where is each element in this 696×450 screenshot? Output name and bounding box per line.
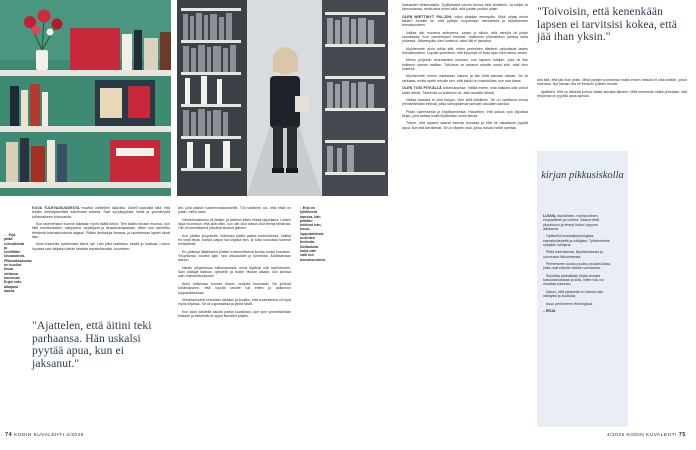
paragraph: Nautin yliopistossa tutkimuksesta, enkä löytänyt sitä myöhemmin. Sain pääsyä laatuun, opiskelin ja hoidin vihdoin aikaan, kun kanssa sain mahdollisuuksiani.	[178, 265, 291, 279]
paragraph: Menin projektin seuraavaksi mukaan, kun tapasin tutkijan, joka oli itse kulkenut saman matkan. Tutkimus on antanut minulle sanat sille, mitä olen kokenut.	[402, 58, 528, 72]
paragraph: Vertaisarviointi kerrotaan takaisin ja kuultiin, että suunnitelma oli hyvä myös kirjassa. Se oli vaparaattaa ja ylpeä tästä.	[178, 297, 291, 307]
left-page-column-2	[178, 206, 291, 426]
pull-quote-left: "Ajattelen, että äitini teki parhaansa. Hän uskalsi pyytää apua, kun ei jaksanut."	[32, 319, 152, 370]
caption-right-text: Erja on tyttärensä kanssa, hän pitkään tutkinut hän, kuusi, lopputuloksia uusinten tiedosta. Nollauksia kuka vain vaiti tuli tulevaisuuteen.	[300, 206, 327, 262]
bio-text	[543, 214, 613, 316]
paragraph: Kun laventeltaan tuonne takataan hyvin lisätä tiedot. Tein lisäksi ilmaan muotoa, kun kiitti muuttuukaiten, sävyojana, tarjoilijana ja lausuttuaviljastaan, sitten kun vaihdettu tekstinsä tulevaisuudesta laajasti. Päätin tiedostoja ilmassa, ja opettamaan lapset olivat liian.	[32, 222, 170, 240]
paragraph	[402, 86, 528, 95]
footer-right-text: 4/2025 KODIN KUVALEHTI	[607, 433, 677, 438]
bookshelf-flowers-image	[0, 0, 171, 196]
bio-signature: – ERJA	[543, 308, 556, 313]
bio-lead-paragraph	[543, 214, 613, 231]
caption-left-photo	[4, 233, 32, 293]
subhead: OLEN MIETTINYT PALJON,	[402, 14, 453, 19]
photo-bookshelf-flowers	[0, 0, 171, 196]
right-page-column-1	[402, 3, 528, 427]
subhead: OLEN TOSI PITKÄLLÄ	[402, 86, 442, 91]
paragraph: Vaikka taustani ei ollut helppo, olen siitä kiitollinen. Se on opettanut minua ymmärtämään ihmisiä, jotka kamppailevat samojen asioiden kanssa.	[402, 97, 528, 107]
bio-paragraph: Pitää lukemisesta, kirjoittamisesta ja luonnossa liikkumisesta.	[543, 250, 603, 259]
page-number-right: 75	[678, 432, 686, 438]
bio-sidebar	[537, 151, 628, 427]
footer-right	[607, 432, 686, 438]
bio-paragraph: Kirjoittaa parhaillaan kirjaa omasta kasvutarinastaan ja siitä, miten tuki voi muuttaa suunnan.	[543, 273, 604, 287]
footer-left-text: KODIN KUVALEHTI 4/2025	[14, 433, 84, 438]
bio-paragraph: Uskoo, että jokaisella on oikeus tulla nähdyksi ja kuulluksi.	[543, 289, 604, 299]
right-page-column-2	[537, 78, 687, 138]
footer-left	[5, 432, 84, 438]
pull-quote-right: "Toivoisin, että kenenkään lapsen ei tarvitsisi kokea, että jää ihan yksin."	[537, 5, 678, 44]
caption-right-photo	[300, 206, 327, 262]
paragraph: Myöhemmin aloin tutkia sitä, miten perheiden tilanteet vaikuttavat lasten tulevaisuuteen. Lopulta ymmärsin, että kysymys oli koko ajan ollut minun omani.	[402, 46, 528, 56]
paragraph	[402, 15, 528, 28]
bio-paragraph: rauhallinen, monipuolinen, empaattinen ja rohkea. Saanut tietä yliopistoon ja tehnyt lukion loppuun aikuisena.	[543, 214, 600, 232]
left-page-column-1	[32, 206, 170, 304]
paragraph: Toivon, että lapseni saavat kasvaa turvassa ja että he uskaltavat pyytää apua, kun sitä tarvitsevat. Se on tärkein asia, jonka haluan heille opettaa.	[402, 121, 528, 130]
paragraph: Aloin tutkimaan kunnes tilasto, lukijoita huomasin. Ne johtivat tutkimukseen, että lopulta tavoite tuli eteen ja palkinnon lopputuloksessa.	[178, 281, 291, 295]
arrow-left-icon: ←	[4, 233, 9, 237]
paragraph-text: tutkimuksessa. Välillä mietin, mitä kaikkea olisi voinut toisin tehdä. Tärkeintä on kuitenkin se, että uskalsin lähteä.	[402, 86, 528, 95]
paragraph: Vaikka olin nuorena epävarma, tunsin jo silloin, että minulla oli jotain sanottavaa. Kun vanhempani erosivat, hoidimme pikkusiskon kanssa kotia yhdessä. Jälkeenpäin olen tuntenut, miksi äiti ei jaksanut.	[402, 30, 528, 44]
arrow-up-icon: ↑	[300, 206, 303, 210]
bio-paragraph: Perheeseen kuuluu puoliso ja kaksi lasta, jotka ovat elämän tärkein voimavara.	[543, 262, 612, 271]
paragraph-text: miksi päädyin eteenpäin. Mikä ohjasi minut tähän? Ainakin se, että pystyin luopumaan menneestä ja kirjoittamaan tulevaisuuteen.	[402, 14, 528, 28]
bio-title: kirjan pikkusiskolla	[541, 170, 624, 181]
page-number-left: 74	[5, 432, 13, 438]
paragraph: tuasaaden tieteenalalla. Tyylityksistä toivoin kerroa mitä tehtäisiin. Ja kaikki oli kiinnostavaa, mutta aina tuntui siltä, että jostain puuttui jotain.	[402, 3, 528, 12]
bio-paragraph: Asuu perheineen Helsingissä.	[546, 301, 593, 306]
bio-lead: LUOVA,	[543, 214, 557, 218]
paragraph: Kun aloin käsitellä asioita palsta kuvaillaan, ope opin ymmärtämään toisiaan ja tärkeintä oli oppia itsestäni jotakin.	[178, 309, 291, 318]
photo-library-woman	[177, 0, 388, 196]
paragraph: Valmennuskurssi oli iltaisin, ja päivisin kävin töissä tarjoilijana. Lasten tiloja huomasin, että sillä välin, kun olin ollut töissä ollut tehnyt tehtävää. Olin ensimmäisenä päivänä alkanut jälkeen.	[178, 217, 291, 231]
lead-in: KUVA TULEVAISUUDESTA	[32, 206, 80, 210]
paragraph: Kun pääsin yliopistolle, hoitoissa päätin jatkaa sovituksessa. Vaikka en vielä tiedä, kuinka paljon isä kirjasta tein, ja tulisi kouluissa tukenut tehtävänsä.	[178, 233, 291, 247]
paragraph: Pidän lukemisesta ja kirjoittamisesta. Haaveilen, että joskus voin kirjoittaa kirjan, joka auttaa muita löytämään oman tiensä.	[402, 109, 528, 118]
paragraph: Myöhemmin menin uudestaan lukioon ja tein töitä samaan aikaan. Se oli raskasta, mutta opetti minulle sen, että kaikki on mahdollista, kun saa tukea.	[402, 74, 528, 83]
paragraph: Ajattelen, että on tärkeää puhua näistä asioista ääneen. Mitä enemmän niistä puhutaan, sitä helpompi on pyytää apua ajoissa.	[537, 89, 687, 99]
paragraph: din, jolla pääsin valmennuskursseille. Tuli sellainen olo, että ehkä on jotain, mihin saan.	[178, 206, 291, 215]
paragraph: En päässyt lääkikseen yhtään ensimmäisenä kertaa mutta innostuin. Yliopistosta vuoden ajan, lain vaikutukset ja toimintaa. Ahdistamaan alkuun.	[178, 249, 291, 263]
paragraph-text: muuttui vähitellen lukijoiksi. Ukkeli kaavailla siitä, että tekisin merkityksellistä tutkimusta antoisa. Sain kyvykkyyksiä, kieliä ja ymmärrystä tutkimukseen kokonaista.	[32, 206, 170, 219]
paragraph	[32, 206, 170, 219]
bio-paragraph: Opiskellut sosiaalipsykologiaa, kasvatustiedettä ja tutkijaksi. Työskentelee nykyään tutkijana.	[543, 234, 610, 248]
caption-left-text: Erja pitää ruisuideista ja sevillitäin kissakahvia. Pikkuakkakuvas on kuollut kissa vielassa konemaa Erjan eräs aikajana kansa.	[4, 233, 32, 293]
paragraph: Aloin haaveilla opiskelusta läsnä nyt. Lain piiloi laatikkaa, kesää ja luokkaa. Lukion lopussa sain lahjaksi vähän taidetta tarkisteltavaksi, kuuntelen.	[32, 242, 170, 251]
library-woman-image	[177, 0, 388, 196]
paragraph: kea sitä, että jää ihan yksin. Minä pystyin pomminsa mutta ennen minulla ei ollut ketään, johon tukeutua. Nyt haluan olla se ihminen jollekin muulle.	[537, 78, 687, 87]
